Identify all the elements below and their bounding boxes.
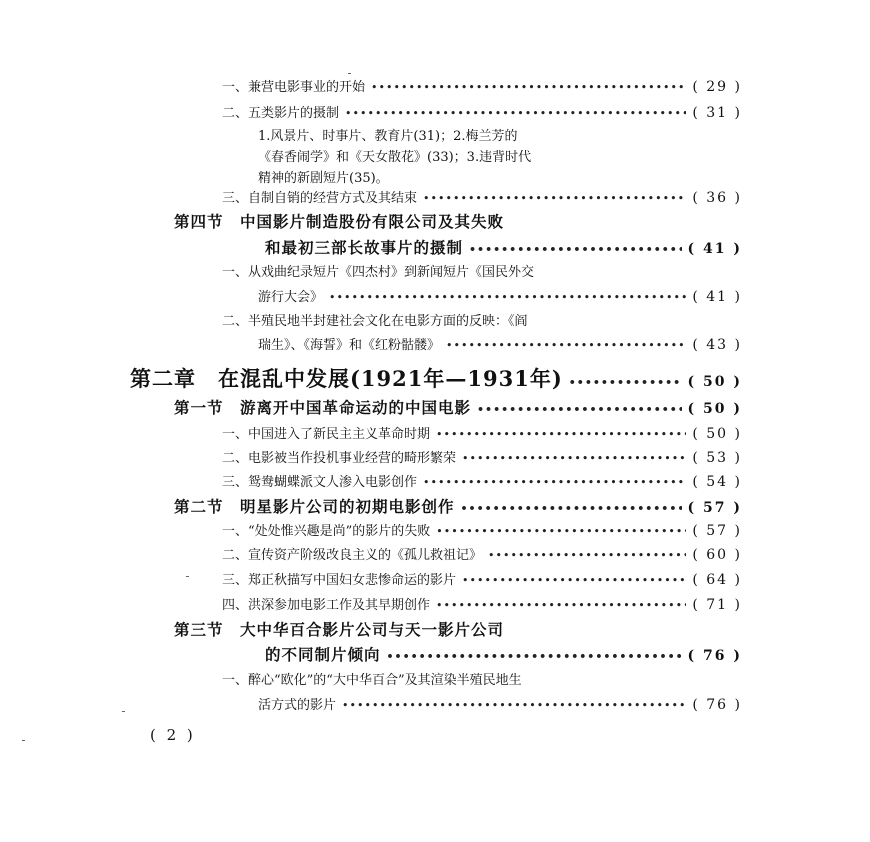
toc-entry-title: 二、电影被当作投机事业经营的畸形繁荣 bbox=[222, 451, 457, 466]
leader-dots bbox=[329, 292, 686, 303]
toc-entry-page: ( 36 ) bbox=[692, 190, 742, 206]
toc-note-line: 《春香闹学》和《天女散花》(33)；3.违背时代 bbox=[258, 150, 532, 165]
toc-entry bbox=[258, 338, 742, 352]
toc-entry-title: 三、鸳鸯蝴蝶派文人渗入电影创作 bbox=[222, 475, 418, 490]
leader-dots bbox=[488, 550, 686, 561]
toc-entry-page: ( 76 ) bbox=[687, 648, 742, 664]
leader-dots bbox=[342, 700, 686, 711]
toc-entry bbox=[222, 106, 742, 120]
toc-entry bbox=[222, 524, 742, 538]
scan-speck bbox=[122, 711, 125, 712]
toc-chapter bbox=[130, 368, 742, 389]
toc-entry-page: ( 41 ) bbox=[687, 241, 742, 257]
toc-entry bbox=[222, 191, 742, 205]
toc-section-title: 第一节 游离开中国革命运动的中国电影 bbox=[174, 398, 472, 417]
toc-note-line: 1.风景片、时事片、教育片(31)；2.梅兰芳的 bbox=[258, 129, 518, 144]
toc-entry-page: ( 29 ) bbox=[692, 79, 742, 95]
leader-dots bbox=[462, 453, 686, 464]
leader-dots bbox=[569, 377, 682, 388]
toc-entry-page: ( 71 ) bbox=[692, 597, 742, 613]
toc-entry bbox=[174, 400, 742, 416]
toc-entry-line: 一、从戏曲纪录短片《四杰村》到新闻短片《国民外交 bbox=[222, 265, 535, 280]
toc-entry bbox=[222, 475, 742, 489]
toc-entry-title: 一、兼营电影事业的开始 bbox=[222, 80, 366, 95]
toc-entry-title: 活方式的影片 bbox=[258, 698, 337, 713]
toc-entry-title: 三、郑正秋描写中国妇女悲惨命运的影片 bbox=[222, 573, 457, 588]
leader-dots bbox=[477, 404, 682, 415]
toc-entry-page: ( 31 ) bbox=[692, 105, 742, 121]
toc-entry-title: 和最初三部长故事片的摄制 bbox=[265, 238, 464, 257]
toc-entry-line: 二、半殖民地半封建社会文化在电影方面的反映：《阎 bbox=[222, 314, 528, 329]
toc-entry bbox=[222, 573, 742, 587]
toc-entry bbox=[222, 80, 742, 94]
toc-note-line: 精神的新剧短片(35)。 bbox=[258, 171, 389, 186]
toc-entry-title: 二、五类影片的摄制 bbox=[222, 106, 340, 121]
toc-entry bbox=[222, 598, 742, 612]
toc-entry bbox=[222, 427, 742, 441]
toc-entry bbox=[222, 451, 742, 465]
leader-dots bbox=[371, 82, 686, 93]
toc-chapter-title: 第二章 在混乱中发展(1921年—1931年) bbox=[130, 366, 563, 391]
toc-section-title: 第二节 明星影片公司的初期电影创作 bbox=[174, 497, 455, 516]
toc-entry bbox=[258, 290, 742, 304]
leader-dots bbox=[436, 600, 686, 611]
toc-entry-page: ( 60 ) bbox=[692, 547, 742, 563]
toc-entry bbox=[174, 499, 742, 515]
leader-dots bbox=[469, 244, 682, 255]
toc-entry-page: ( 50 ) bbox=[687, 401, 742, 417]
toc-entry-page: ( 43 ) bbox=[692, 337, 742, 353]
toc-entry bbox=[258, 698, 742, 712]
toc-entry-page: ( 50 ) bbox=[692, 426, 742, 442]
leader-dots bbox=[387, 651, 682, 662]
toc-entry-title: 的不同制片倾向 bbox=[265, 645, 381, 664]
scan-speck bbox=[348, 73, 351, 74]
toc-entry-title: 三、自制自销的经营方式及其结束 bbox=[222, 191, 418, 206]
scan-speck bbox=[186, 576, 189, 577]
toc-entry-page: ( 54 ) bbox=[692, 474, 742, 490]
leader-dots bbox=[423, 193, 686, 204]
toc-entry-page: ( 57 ) bbox=[687, 500, 742, 516]
toc-entry-title: 一、“处处惟兴趣是尚”的影片的失败 bbox=[222, 524, 431, 539]
toc-entry-title: 瑞生》、《海誓》和《红粉骷髅》 bbox=[258, 338, 441, 353]
toc-section-title: 第四节 中国影片制造股份有限公司及其失败 bbox=[174, 212, 505, 231]
leader-dots bbox=[446, 340, 686, 351]
toc-entry-title: 游行大会》 bbox=[258, 290, 324, 305]
toc-entry bbox=[265, 240, 742, 256]
toc-entry-page: ( 64 ) bbox=[692, 572, 742, 588]
toc-entry-page: ( 41 ) bbox=[692, 289, 742, 305]
toc-entry-page: ( 57 ) bbox=[692, 523, 742, 539]
leader-dots bbox=[462, 575, 686, 586]
leader-dots bbox=[423, 477, 686, 488]
toc-entry-title: 四、洪深参加电影工作及其早期创作 bbox=[222, 598, 431, 613]
toc-entry-line: 一、醉心“欧化”的“大中华百合”及其渲染半殖民地生 bbox=[222, 673, 522, 688]
toc-entry-title: 二、宣传资产阶级改良主义的《孤儿救祖记》 bbox=[222, 548, 483, 563]
leader-dots bbox=[345, 108, 686, 119]
leader-dots bbox=[436, 429, 686, 440]
leader-dots bbox=[436, 526, 686, 537]
toc-entry bbox=[222, 548, 742, 562]
toc-entry bbox=[265, 647, 742, 663]
toc-section-title: 第三节 大中华百合影片公司与天一影片公司 bbox=[174, 620, 505, 639]
toc-entry-title: 一、中国进入了新民主主义革命时期 bbox=[222, 427, 431, 442]
page-number: ( 2 ) bbox=[150, 726, 196, 744]
scan-speck bbox=[22, 740, 25, 741]
toc-entry-page: ( 50 ) bbox=[687, 374, 742, 390]
toc-entry-page: ( 53 ) bbox=[692, 450, 742, 466]
leader-dots bbox=[461, 503, 682, 514]
toc-entry-page: ( 76 ) bbox=[692, 697, 742, 713]
